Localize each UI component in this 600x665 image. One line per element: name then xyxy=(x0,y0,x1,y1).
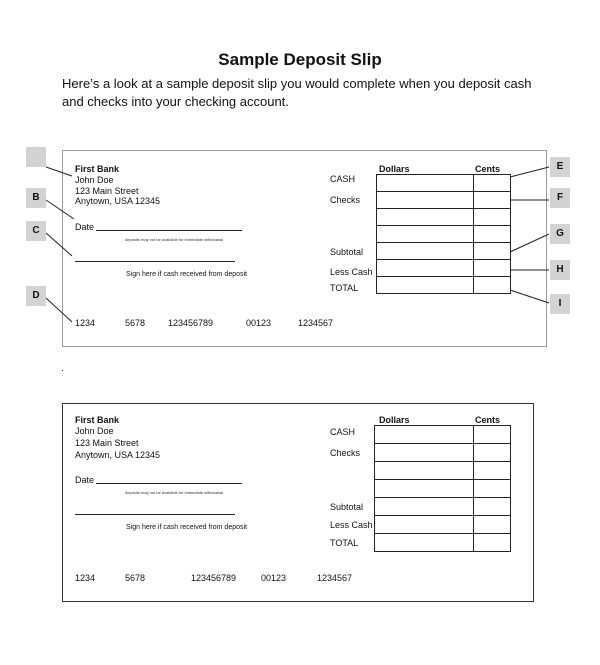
amount-cell[interactable] xyxy=(474,426,511,444)
callout-b: B xyxy=(26,188,46,208)
cash-label: CASH xyxy=(330,427,356,437)
amount-cell[interactable] xyxy=(375,480,474,498)
total-label: TOTAL xyxy=(330,538,359,548)
cents-header: Cents xyxy=(475,164,501,174)
subtotal-label: Subtotal xyxy=(330,247,364,257)
checks-label: Checks xyxy=(330,448,361,458)
amount-cell[interactable] xyxy=(375,462,474,480)
account-name: John Doe xyxy=(75,426,114,436)
amount-cell[interactable] xyxy=(375,498,474,516)
signature-line xyxy=(75,514,235,515)
address-line-2: Anytown, USA 12345 xyxy=(75,450,161,460)
sign-label: Sign here if cash received from deposit xyxy=(126,524,248,531)
micr-account: 123456789 xyxy=(168,318,214,328)
dollars-header: Dollars xyxy=(379,164,410,174)
amount-cell[interactable] xyxy=(474,480,511,498)
micr-routing-2: 5678 xyxy=(125,573,146,583)
date-label: Date xyxy=(75,222,95,232)
micr-amount: 1234567 xyxy=(317,573,353,583)
callout-i: I xyxy=(550,294,570,314)
date-label: Date xyxy=(75,475,95,485)
total-label: TOTAL xyxy=(330,283,359,293)
amount-cell[interactable] xyxy=(474,462,511,480)
address-line-2: Anytown, USA 12345 xyxy=(75,196,161,206)
less-cash-label: Less Cash xyxy=(330,267,373,277)
amount-cell[interactable] xyxy=(474,534,511,552)
blank-deposit-slip xyxy=(62,403,534,602)
connector-b xyxy=(46,200,74,219)
cash-label: CASH xyxy=(330,174,356,184)
date-line xyxy=(96,483,242,484)
micr-check-number: 00123 xyxy=(261,573,287,583)
connector-d xyxy=(46,298,72,322)
amount-grid xyxy=(374,425,511,552)
micr-routing-2: 5678 xyxy=(125,318,146,328)
intro-text: Here’s a look at a sample deposit slip you would complete when you deposit cash and checks into your checking account. xyxy=(62,76,532,109)
amount-cell[interactable] xyxy=(474,444,511,462)
callout-h: H xyxy=(550,260,570,280)
callout-c: C xyxy=(26,221,46,241)
dollars-header: Dollars xyxy=(379,415,410,425)
page-title: Sample Deposit Slip xyxy=(218,50,382,69)
callout-f: F xyxy=(550,188,570,208)
micr-routing-1: 1234 xyxy=(75,318,96,328)
callout-a xyxy=(26,147,46,167)
separator-dot: . xyxy=(61,363,64,374)
callout-g: G xyxy=(550,224,570,244)
connector-e xyxy=(510,167,549,177)
connector-c xyxy=(46,233,72,256)
micr-amount: 1234567 xyxy=(298,318,334,328)
micr-routing-1: 1234 xyxy=(75,573,96,583)
amount-cell[interactable] xyxy=(474,516,511,534)
micr-account: 123456789 xyxy=(191,573,237,583)
micr-check-number: 00123 xyxy=(246,318,272,328)
amount-cell[interactable] xyxy=(375,426,474,444)
amount-cell[interactable] xyxy=(375,444,474,462)
sign-label: Sign here if cash received from deposit xyxy=(126,271,248,278)
connector-i xyxy=(510,290,549,303)
address-line-1: 123 Main Street xyxy=(75,438,139,448)
amount-cell[interactable] xyxy=(375,534,474,552)
bank-name: First Bank xyxy=(75,415,120,425)
fine-print: deposits may not be available for immediate withdrawal xyxy=(125,490,224,495)
checks-label: Checks xyxy=(330,195,361,205)
address-line-1: 123 Main Street xyxy=(75,186,139,196)
connector-g xyxy=(510,234,549,252)
fine-print: deposits may not be available for immediate withdrawal xyxy=(125,237,224,242)
subtotal-label: Subtotal xyxy=(330,502,364,512)
account-name: John Doe xyxy=(75,175,114,185)
connector-a xyxy=(46,167,72,176)
bank-name: First Bank xyxy=(75,164,120,174)
less-cash-label: Less Cash xyxy=(330,520,373,530)
cents-header: Cents xyxy=(475,415,501,425)
callout-d: D xyxy=(26,286,46,306)
amount-cell[interactable] xyxy=(375,516,474,534)
amount-cell[interactable] xyxy=(474,498,511,516)
callout-e: E xyxy=(550,157,570,177)
